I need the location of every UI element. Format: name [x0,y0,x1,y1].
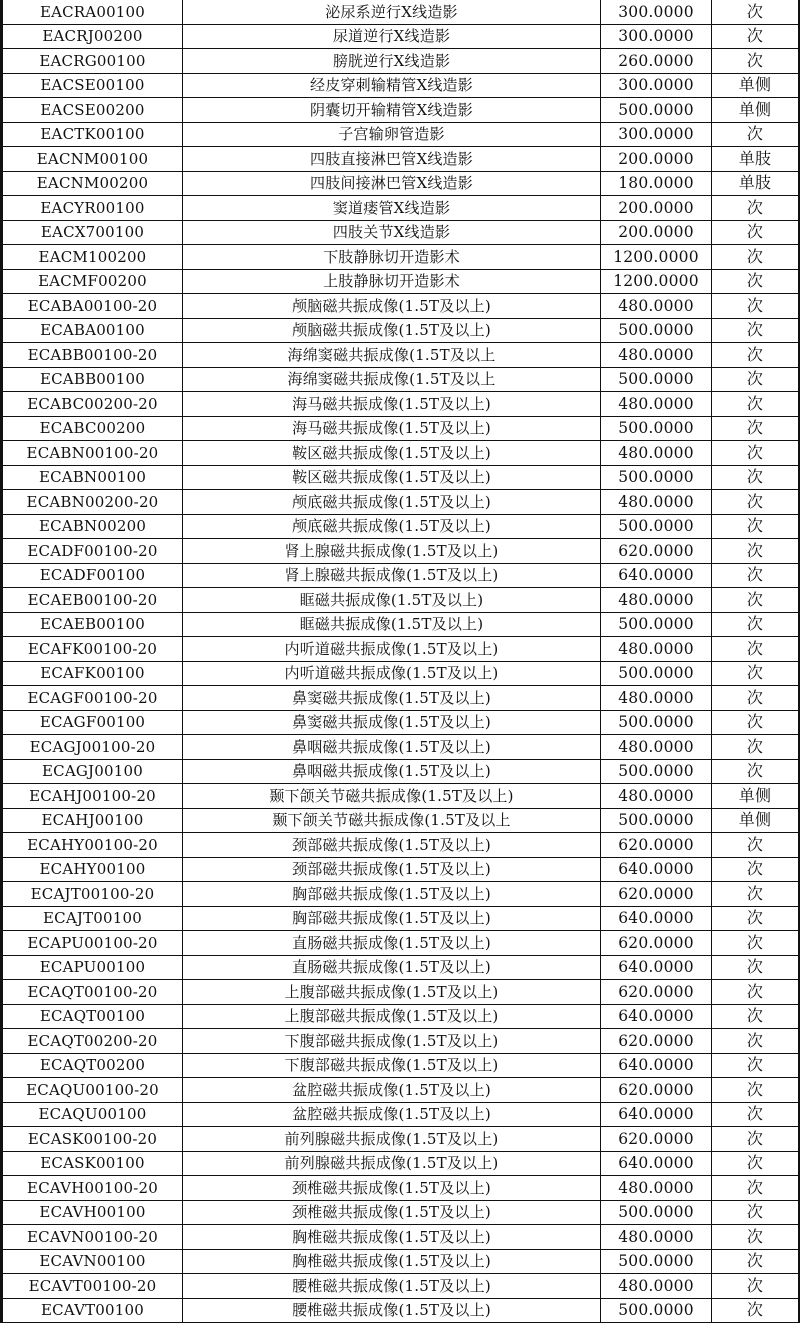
item-name-cell: 下肢静脉切开造影术 [183,245,601,270]
unit-cell: 次 [712,49,799,74]
unit-cell: 次 [712,220,799,245]
unit-cell: 次 [712,833,799,858]
table-row [3,563,799,588]
unit-cell: 次 [712,955,799,980]
table-row [3,1078,799,1103]
unit-cell: 次 [712,1078,799,1103]
item-name-cell: 下腹部磁共振成像(1.5T及以上) [183,1053,601,1078]
price-cell: 500.0000 [601,1200,712,1225]
table-row [3,147,799,172]
item-code-cell: ECAEB00100 [3,612,183,637]
unit-cell: 次 [712,294,799,319]
unit-cell: 次 [712,735,799,760]
item-name-cell: 膀胱逆行X线造影 [183,49,601,74]
price-cell: 500.0000 [601,318,712,343]
item-name-cell: 肾上腺磁共振成像(1.5T及以上) [183,539,601,564]
table-row [3,269,799,294]
item-code-cell: ECAGJ00100 [3,759,183,784]
item-name-cell: 上肢静脉切开造影术 [183,269,601,294]
price-cell: 500.0000 [601,514,712,539]
unit-cell: 次 [712,122,799,147]
price-cell: 500.0000 [601,98,712,123]
item-code-cell: ECAPU00100-20 [3,931,183,956]
unit-cell: 单肢 [712,147,799,172]
item-name-cell: 前列腺磁共振成像(1.5T及以上) [183,1127,601,1152]
unit-cell: 次 [712,882,799,907]
price-cell: 620.0000 [601,833,712,858]
item-code-cell: ECAGJ00100-20 [3,735,183,760]
item-name-cell: 四肢关节X线造影 [183,220,601,245]
table-row [3,0,799,24]
table-row [3,686,799,711]
table-row [3,367,799,392]
item-name-cell: 前列腺磁共振成像(1.5T及以上) [183,1151,601,1176]
table-row [3,416,799,441]
item-code-cell: ECABC00200 [3,416,183,441]
unit-cell: 次 [712,1176,799,1201]
item-name-cell: 内听道磁共振成像(1.5T及以上) [183,637,601,662]
item-code-cell: ECAFK00100 [3,661,183,686]
table-row [3,1200,799,1225]
table-row [3,637,799,662]
unit-cell: 次 [712,441,799,466]
item-name-cell: 颅底磁共振成像(1.5T及以上) [183,490,601,515]
price-cell: 480.0000 [601,1225,712,1250]
table-row [3,49,799,74]
price-cell: 500.0000 [601,759,712,784]
item-code-cell: ECAQU00100-20 [3,1078,183,1103]
item-name-cell: 泌尿系逆行X线造影 [183,0,601,24]
price-cell: 300.0000 [601,122,712,147]
item-name-cell: 眶磁共振成像(1.5T及以上) [183,612,601,637]
item-code-cell: ECAQT00200 [3,1053,183,1078]
item-code-cell: ECAHY00100 [3,857,183,882]
unit-cell: 次 [712,1298,799,1323]
unit-cell: 次 [712,1225,799,1250]
table-row [3,882,799,907]
unit-cell: 单侧 [712,808,799,833]
price-cell: 480.0000 [601,392,712,417]
item-code-cell: ECAGF00100 [3,710,183,735]
price-cell: 480.0000 [601,686,712,711]
price-table [2,0,799,1323]
item-name-cell: 盆腔磁共振成像(1.5T及以上) [183,1078,601,1103]
item-code-cell: EACYR00100 [3,196,183,221]
item-code-cell: ECASK00100 [3,1151,183,1176]
unit-cell: 次 [712,588,799,613]
table-row [3,931,799,956]
table-row [3,1004,799,1029]
price-cell: 480.0000 [601,441,712,466]
unit-cell: 次 [712,931,799,956]
table-row [3,1176,799,1201]
price-cell: 480.0000 [601,1274,712,1299]
item-code-cell: ECABA00100-20 [3,294,183,319]
price-cell: 620.0000 [601,539,712,564]
table-row [3,1151,799,1176]
unit-cell: 次 [712,1029,799,1054]
price-cell: 180.0000 [601,171,712,196]
unit-cell: 次 [712,857,799,882]
price-cell: 480.0000 [601,343,712,368]
table-row [3,98,799,123]
table-row [3,539,799,564]
table-row [3,661,799,686]
table-row [3,857,799,882]
price-cell: 480.0000 [601,1176,712,1201]
unit-cell: 次 [712,1200,799,1225]
item-code-cell: ECAVN00100 [3,1249,183,1274]
item-code-cell: ECAQT00100 [3,1004,183,1029]
unit-cell: 次 [712,759,799,784]
item-name-cell: 下腹部磁共振成像(1.5T及以上) [183,1029,601,1054]
price-cell: 1200.0000 [601,245,712,270]
price-cell: 480.0000 [601,735,712,760]
price-cell: 640.0000 [601,906,712,931]
item-name-cell: 海马磁共振成像(1.5T及以上) [183,416,601,441]
unit-cell: 次 [712,24,799,49]
price-cell: 1200.0000 [601,269,712,294]
item-name-cell: 上腹部磁共振成像(1.5T及以上) [183,980,601,1005]
item-code-cell: ECAEB00100-20 [3,588,183,613]
item-name-cell: 腰椎磁共振成像(1.5T及以上) [183,1298,601,1323]
table-row [3,392,799,417]
item-name-cell: 四肢直接淋巴管X线造影 [183,147,601,172]
item-code-cell: ECABN00200 [3,514,183,539]
item-code-cell: ECAQU00100 [3,1102,183,1127]
table-row [3,294,799,319]
unit-cell: 次 [712,1004,799,1029]
price-cell: 300.0000 [601,24,712,49]
item-name-cell: 颈椎磁共振成像(1.5T及以上) [183,1176,601,1201]
table-row [3,73,799,98]
item-code-cell: ECAHY00100-20 [3,833,183,858]
table-row [3,833,799,858]
item-code-cell: ECABC00200-20 [3,392,183,417]
price-cell: 640.0000 [601,1004,712,1029]
item-code-cell: EACSE00200 [3,98,183,123]
item-code-cell: ECASK00100-20 [3,1127,183,1152]
unit-cell: 次 [712,392,799,417]
table-row [3,318,799,343]
item-code-cell: EACRG00100 [3,49,183,74]
price-cell: 500.0000 [601,1249,712,1274]
price-cell: 500.0000 [601,710,712,735]
price-cell: 620.0000 [601,1078,712,1103]
item-code-cell: EACTK00100 [3,122,183,147]
item-name-cell: 颅脑磁共振成像(1.5T及以上) [183,294,601,319]
unit-cell: 次 [712,1053,799,1078]
unit-cell: 次 [712,539,799,564]
table-row [3,196,799,221]
item-name-cell: 肾上腺磁共振成像(1.5T及以上) [183,563,601,588]
item-name-cell: 鼻窦磁共振成像(1.5T及以上) [183,710,601,735]
price-table-body [3,0,799,1323]
table-row [3,735,799,760]
item-name-cell: 眶磁共振成像(1.5T及以上) [183,588,601,613]
price-cell: 620.0000 [601,931,712,956]
item-code-cell: EACSE00100 [3,73,183,98]
item-code-cell: EACNM00100 [3,147,183,172]
item-code-cell: ECAGF00100-20 [3,686,183,711]
item-name-cell: 颅底磁共振成像(1.5T及以上) [183,514,601,539]
item-code-cell: ECAVT00100 [3,1298,183,1323]
unit-cell: 单侧 [712,73,799,98]
item-code-cell: EACRA00100 [3,0,183,24]
price-cell: 500.0000 [601,1298,712,1323]
table-row [3,343,799,368]
item-name-cell: 鼻咽磁共振成像(1.5T及以上) [183,759,601,784]
price-cell: 500.0000 [601,367,712,392]
price-cell: 500.0000 [601,465,712,490]
unit-cell: 次 [712,1127,799,1152]
item-name-cell: 颈椎磁共振成像(1.5T及以上) [183,1200,601,1225]
price-cell: 480.0000 [601,588,712,613]
item-name-cell: 直肠磁共振成像(1.5T及以上) [183,955,601,980]
item-name-cell: 鼻窦磁共振成像(1.5T及以上) [183,686,601,711]
table-row [3,1029,799,1054]
item-code-cell: ECABN00200-20 [3,490,183,515]
table-row [3,1298,799,1323]
item-code-cell: ECAVN00100-20 [3,1225,183,1250]
price-cell: 640.0000 [601,563,712,588]
table-row [3,220,799,245]
price-cell: 480.0000 [601,294,712,319]
unit-cell: 次 [712,1249,799,1274]
unit-cell: 次 [712,612,799,637]
item-name-cell: 窦道瘘管X线造影 [183,196,601,221]
unit-cell: 次 [712,514,799,539]
item-code-cell: EACM100200 [3,245,183,270]
unit-cell: 次 [712,710,799,735]
price-cell: 300.0000 [601,0,712,24]
item-name-cell: 经皮穿刺输精管X线造影 [183,73,601,98]
item-code-cell: EACRJ00200 [3,24,183,49]
table-row [3,588,799,613]
item-name-cell: 胸部磁共振成像(1.5T及以上) [183,882,601,907]
table-row [3,465,799,490]
item-code-cell: ECAVT00100-20 [3,1274,183,1299]
table-row [3,1249,799,1274]
unit-cell: 次 [712,465,799,490]
item-code-cell: ECADF00100-20 [3,539,183,564]
unit-cell: 次 [712,906,799,931]
unit-cell: 次 [712,1151,799,1176]
item-name-cell: 直肠磁共振成像(1.5T及以上) [183,931,601,956]
unit-cell: 次 [712,269,799,294]
item-code-cell: ECAQT00100-20 [3,980,183,1005]
table-row [3,490,799,515]
item-name-cell: 颞下颌关节磁共振成像(1.5T及以上) [183,784,601,809]
unit-cell: 单侧 [712,784,799,809]
unit-cell: 单肢 [712,171,799,196]
item-name-cell: 腰椎磁共振成像(1.5T及以上) [183,1274,601,1299]
unit-cell: 次 [712,1102,799,1127]
item-code-cell: EACMF00200 [3,269,183,294]
item-name-cell: 海绵窦磁共振成像(1.5T及以上 [183,367,601,392]
item-name-cell: 海马磁共振成像(1.5T及以上) [183,392,601,417]
table-row [3,784,799,809]
price-cell: 620.0000 [601,1029,712,1054]
unit-cell: 次 [712,196,799,221]
unit-cell: 次 [712,318,799,343]
item-code-cell: ECABA00100 [3,318,183,343]
item-name-cell: 颅脑磁共振成像(1.5T及以上) [183,318,601,343]
unit-cell: 次 [712,1274,799,1299]
unit-cell: 次 [712,416,799,441]
unit-cell: 次 [712,367,799,392]
price-cell: 620.0000 [601,980,712,1005]
item-name-cell: 海绵窦磁共振成像(1.5T及以上 [183,343,601,368]
price-cell: 500.0000 [601,416,712,441]
item-code-cell: EACNM00200 [3,171,183,196]
item-code-cell: ECAVH00100-20 [3,1176,183,1201]
price-cell: 260.0000 [601,49,712,74]
item-name-cell: 颞下颌关节磁共振成像(1.5T及以上 [183,808,601,833]
unit-cell: 次 [712,637,799,662]
unit-cell: 次 [712,686,799,711]
item-name-cell: 颈部磁共振成像(1.5T及以上) [183,833,601,858]
item-code-cell: ECAHJ00100-20 [3,784,183,809]
price-cell: 300.0000 [601,73,712,98]
item-name-cell: 胸椎磁共振成像(1.5T及以上) [183,1249,601,1274]
table-row [3,808,799,833]
item-name-cell: 胸部磁共振成像(1.5T及以上) [183,906,601,931]
price-cell: 640.0000 [601,1053,712,1078]
table-row [3,171,799,196]
item-code-cell: EACX700100 [3,220,183,245]
item-code-cell: ECAJT00100 [3,906,183,931]
price-cell: 500.0000 [601,808,712,833]
item-code-cell: ECAFK00100-20 [3,637,183,662]
item-code-cell: ECABN00100 [3,465,183,490]
unit-cell: 次 [712,980,799,1005]
table-row [3,514,799,539]
unit-cell: 次 [712,0,799,24]
price-cell: 640.0000 [601,955,712,980]
item-code-cell: ECABB00100-20 [3,343,183,368]
table-row [3,1053,799,1078]
table-row [3,612,799,637]
price-cell: 480.0000 [601,784,712,809]
item-name-cell: 尿道逆行X线造影 [183,24,601,49]
item-name-cell: 鞍区磁共振成像(1.5T及以上) [183,441,601,466]
item-name-cell: 四肢间接淋巴管X线造影 [183,171,601,196]
item-code-cell: ECAHJ00100 [3,808,183,833]
price-cell: 620.0000 [601,1127,712,1152]
price-cell: 480.0000 [601,490,712,515]
unit-cell: 次 [712,661,799,686]
table-row [3,1225,799,1250]
item-code-cell: ECABN00100-20 [3,441,183,466]
item-name-cell: 胸椎磁共振成像(1.5T及以上) [183,1225,601,1250]
price-cell: 200.0000 [601,147,712,172]
unit-cell: 次 [712,563,799,588]
price-cell: 200.0000 [601,196,712,221]
item-name-cell: 上腹部磁共振成像(1.5T及以上) [183,1004,601,1029]
item-code-cell: ECAJT00100-20 [3,882,183,907]
table-row [3,906,799,931]
table-row [3,245,799,270]
table-row [3,955,799,980]
item-name-cell: 颈部磁共振成像(1.5T及以上) [183,857,601,882]
table-row [3,24,799,49]
price-cell: 640.0000 [601,1102,712,1127]
item-name-cell: 鞍区磁共振成像(1.5T及以上) [183,465,601,490]
item-name-cell: 内听道磁共振成像(1.5T及以上) [183,661,601,686]
unit-cell: 次 [712,343,799,368]
price-cell: 620.0000 [601,882,712,907]
item-name-cell: 鼻咽磁共振成像(1.5T及以上) [183,735,601,760]
table-row [3,1274,799,1299]
table-row [3,1102,799,1127]
table-row [3,759,799,784]
price-cell: 500.0000 [601,612,712,637]
item-name-cell: 盆腔磁共振成像(1.5T及以上) [183,1102,601,1127]
item-code-cell: ECAQT00200-20 [3,1029,183,1054]
item-name-cell: 子宫输卵管造影 [183,122,601,147]
item-code-cell: ECAVH00100 [3,1200,183,1225]
table-row [3,441,799,466]
unit-cell: 次 [712,490,799,515]
item-name-cell: 阴囊切开输精管X线造影 [183,98,601,123]
price-cell: 480.0000 [601,637,712,662]
item-code-cell: ECAPU00100 [3,955,183,980]
table-row [3,980,799,1005]
price-cell: 640.0000 [601,857,712,882]
table-row [3,122,799,147]
price-cell: 500.0000 [601,661,712,686]
item-code-cell: ECADF00100 [3,563,183,588]
price-cell: 200.0000 [601,220,712,245]
price-cell: 640.0000 [601,1151,712,1176]
table-row [3,1127,799,1152]
table-row [3,710,799,735]
item-code-cell: ECABB00100 [3,367,183,392]
unit-cell: 次 [712,245,799,270]
unit-cell: 单侧 [712,98,799,123]
